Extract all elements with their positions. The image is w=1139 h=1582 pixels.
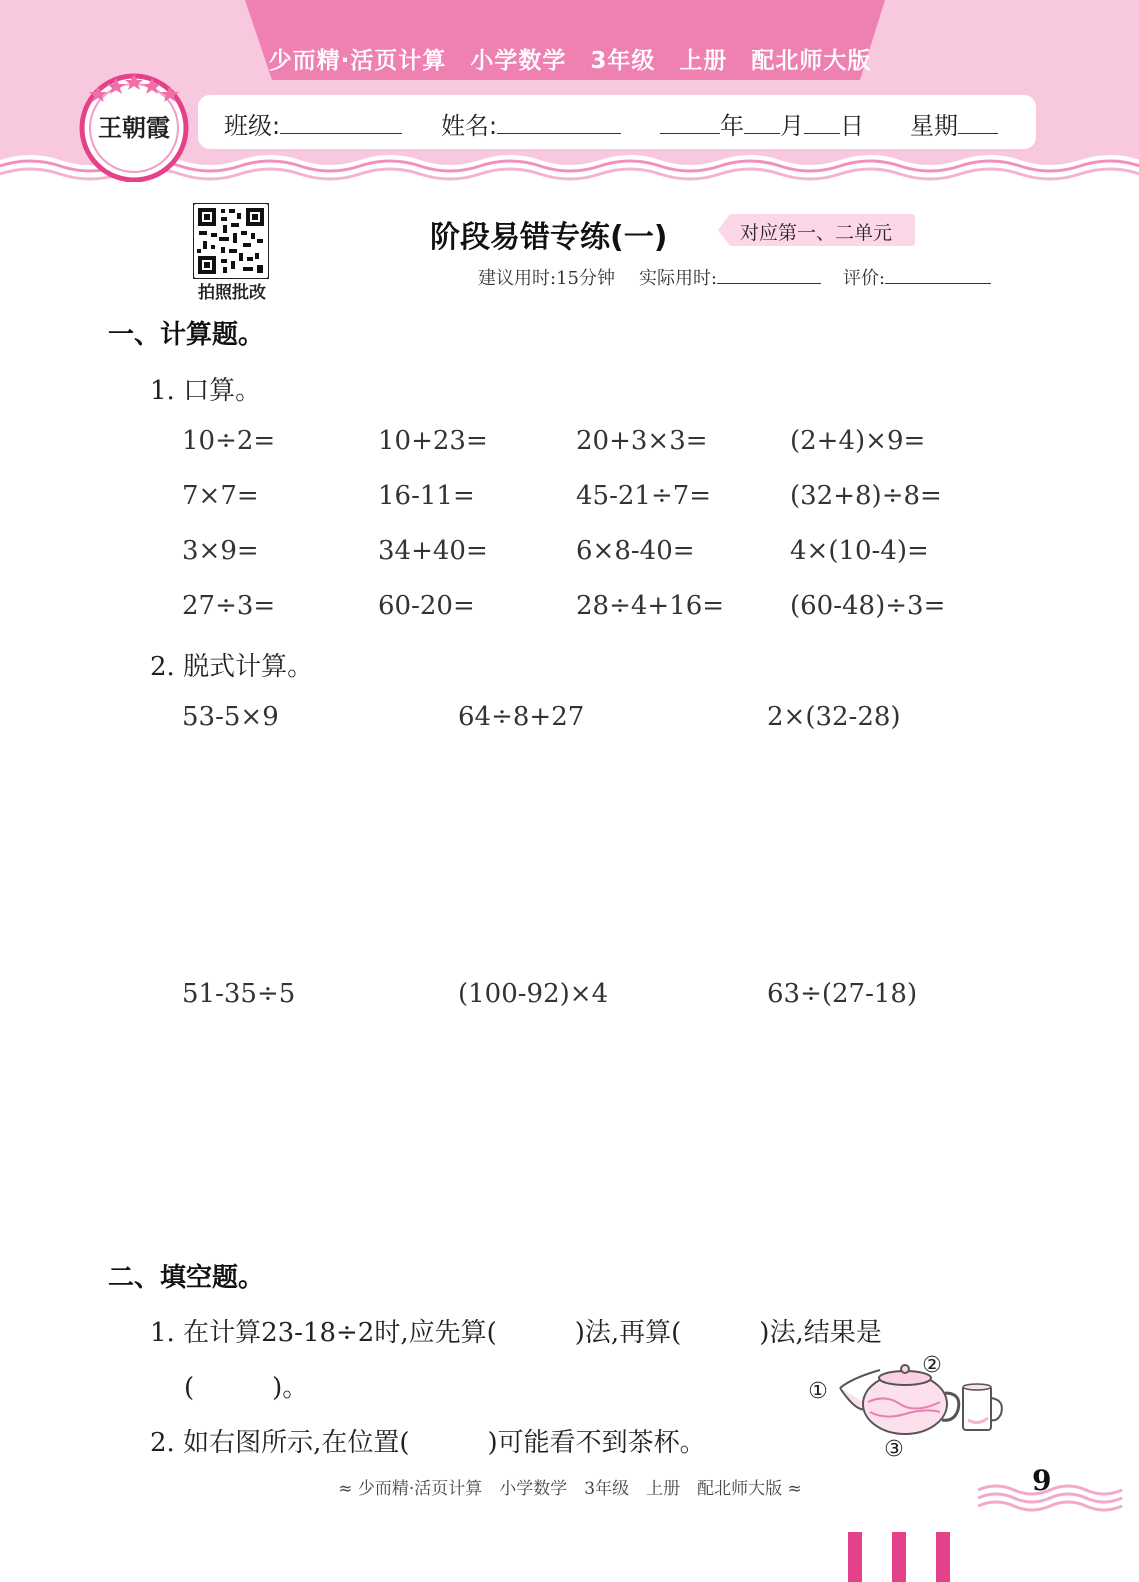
detached-problem: 2×(32-28) [767, 702, 901, 732]
footer-wave-decoration [978, 1474, 1128, 1514]
edge-tab-bar [848, 1532, 862, 1582]
oral-problem: 20+3×3= [576, 426, 708, 456]
unit-tag-text: 对应第一、二单元 [740, 222, 893, 244]
oral-problem: 7×7= [182, 481, 259, 511]
date-field[interactable] [660, 106, 864, 141]
actual-time-blank[interactable] [717, 265, 821, 284]
detached-problem: 63÷(27-18) [767, 979, 918, 1009]
year-blank[interactable] [660, 109, 720, 134]
evaluation-blank[interactable] [885, 265, 991, 284]
oral-problem: 16-11= [378, 481, 475, 511]
oral-problem: 10+23= [378, 426, 488, 456]
brand-logo [78, 70, 190, 182]
day-label: 日 [840, 112, 864, 140]
detached-problem: 51-35÷5 [182, 979, 296, 1009]
fill-q1-line1: 1. 在计算23-18÷2时,应先算( )法,再算( )法,结果是 [150, 1318, 882, 1348]
name-blank[interactable] [497, 109, 621, 134]
qr-code-icon[interactable] [193, 203, 269, 279]
oral-problem: 4×(10-4)= [790, 536, 929, 566]
time-info-line [478, 264, 991, 290]
logo-text: 王朝霞 [98, 113, 170, 142]
teapot-cup-figure [800, 1348, 1015, 1463]
evaluation-label: 评价: [843, 268, 886, 289]
oral-problem: (2+4)×9= [790, 426, 926, 456]
detached-problem: 64÷8+27 [458, 702, 585, 732]
class-field[interactable] [224, 106, 402, 141]
q2-title: 2. 脱式计算。 [150, 652, 314, 682]
week-label: 星期 [910, 112, 958, 140]
cup-icon [963, 1384, 1002, 1430]
actual-time-label: 实际用时: [638, 268, 718, 289]
week-blank[interactable] [958, 109, 998, 134]
oral-problem: 45-21÷7= [576, 481, 712, 511]
oral-problem: 27÷3= [182, 591, 276, 621]
footer-series-text: ≈ 少而精·活页计算 小学数学 3年级 上册 配北师大版 ≈ [338, 1479, 802, 1499]
position-3-label: ③ [884, 1437, 904, 1462]
qr-caption: 拍照批改 [198, 283, 266, 303]
day-blank[interactable] [804, 109, 840, 134]
oral-problem: (32+8)÷8= [790, 481, 942, 511]
oral-problem: 28÷4+16= [576, 591, 725, 621]
oral-problem: 6×8-40= [576, 536, 695, 566]
year-label: 年 [720, 112, 744, 140]
fill-q1-line2: ( )。 [184, 1373, 309, 1403]
weekday-field[interactable] [910, 106, 998, 141]
detached-problem: (100-92)×4 [458, 979, 609, 1009]
detached-problem: 53-5×9 [182, 702, 279, 732]
fill-q2: 2. 如右图所示,在位置( )可能看不到茶杯。 [150, 1428, 706, 1458]
month-blank[interactable] [744, 109, 780, 134]
suggest-time: 建议用时:15分钟 [478, 268, 615, 289]
oral-problem: 34+40= [378, 536, 488, 566]
page-number: 9 [1032, 1464, 1052, 1497]
name-label: 姓名: [441, 112, 498, 140]
class-blank[interactable] [280, 109, 402, 134]
part2-title: 二、填空题。 [108, 1263, 265, 1293]
oral-problem: 10÷2= [182, 426, 276, 456]
month-label: 月 [780, 112, 804, 140]
position-1-label: ① [808, 1379, 828, 1404]
series-title: 少而精·活页计算 小学数学 3年级 上册 配北师大版 [268, 48, 872, 74]
q1-title: 1. 口算。 [150, 376, 262, 406]
edge-tab-bar [892, 1532, 906, 1582]
section-title: 阶段易错专练(一) [430, 220, 668, 255]
class-label: 班级: [224, 112, 281, 140]
oral-problem: 3×9= [182, 536, 259, 566]
part1-title: 一、计算题。 [108, 320, 265, 350]
oral-problem: (60-48)÷3= [790, 591, 946, 621]
name-field[interactable] [441, 106, 621, 141]
oral-problem: 60-20= [378, 591, 475, 621]
edge-tab-bar [936, 1532, 950, 1582]
position-2-label: ② [922, 1353, 942, 1378]
